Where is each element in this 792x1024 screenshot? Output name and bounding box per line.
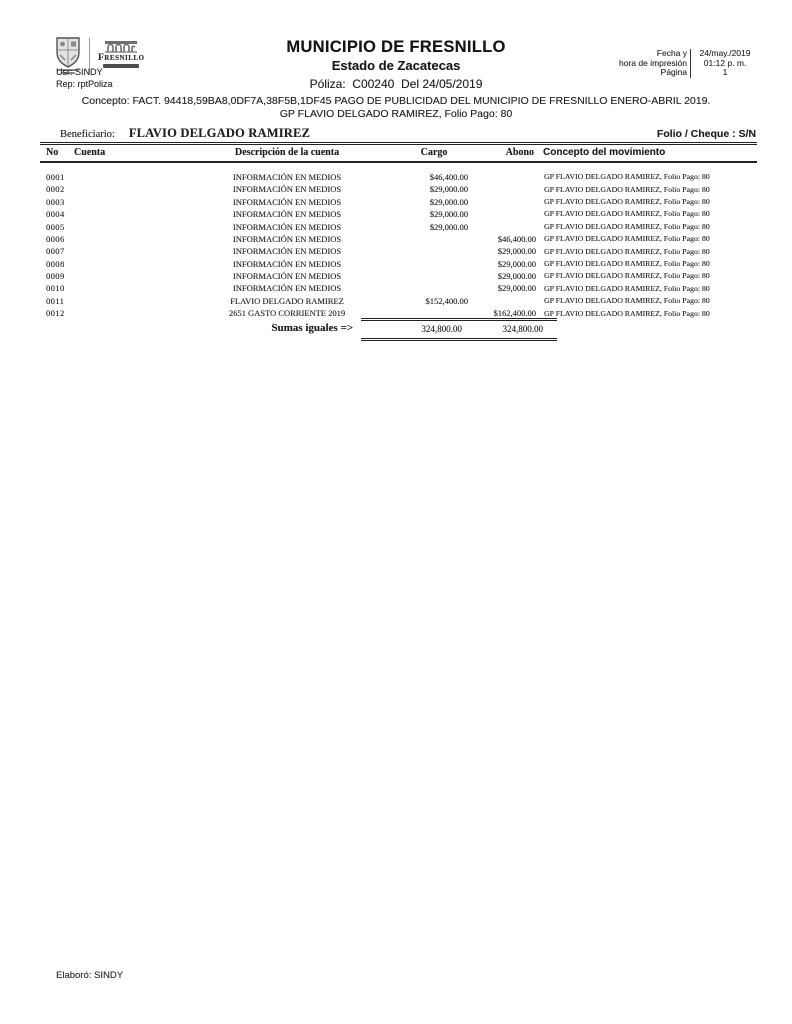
cell-no: 0005 (46, 221, 65, 232)
cell-abono: $162,400.00 (493, 308, 536, 319)
cell-cargo: $29,000.00 (429, 209, 468, 220)
cell-no: 0009 (46, 271, 65, 282)
cell-abono: $29,000.00 (497, 271, 536, 282)
pagina-label: Página (660, 67, 687, 77)
cell-descripcion: INFORMACIÓN EN MEDIOS (232, 283, 342, 294)
table-row (40, 208, 757, 220)
cell-cuenta (74, 270, 178, 282)
cell-cargo: $29,000.00 (429, 196, 468, 207)
cell-concepto: GP FLAVIO DELGADO RAMIREZ, Folio Pago: 80 (544, 246, 710, 256)
cell-no: 0011 (46, 295, 65, 306)
cell-cargo: $29,000.00 (429, 184, 468, 195)
cell-no: 0003 (46, 196, 65, 207)
cell-abono: $29,000.00 (497, 246, 536, 257)
fecha-label: Fecha y (656, 48, 687, 58)
print-info-values (690, 49, 756, 78)
table-row (40, 295, 757, 307)
cell-descripcion: INFORMACIÓN EN MEDIOS (232, 196, 342, 207)
col-header-descripcion: Descripción de la cuenta (178, 144, 396, 163)
concepto-block (0, 95, 792, 121)
table-row (40, 233, 757, 245)
user-label: Usr: SINDY (56, 67, 103, 77)
document-subtitle: Estado de Zacatecas (331, 58, 461, 73)
print-info-labels (619, 49, 687, 78)
document-title: MUNICIPIO DE FRESNILLO (286, 38, 506, 56)
cell-abono (472, 295, 538, 307)
cell-descripcion: INFORMACIÓN EN MEDIOS (232, 233, 342, 244)
cell-descripcion: INFORMACIÓN EN MEDIOS (232, 209, 342, 220)
cell-cuenta (74, 258, 178, 270)
cell-concepto: GP FLAVIO DELGADO RAMIREZ, Folio Pago: 80 (544, 172, 710, 182)
cell-cuenta (74, 233, 178, 245)
cell-descripcion: INFORMACIÓN EN MEDIOS (232, 184, 342, 195)
sumas-iguales-label: Sumas iguales => (271, 322, 353, 334)
cell-abono (472, 171, 538, 183)
table-row (40, 258, 757, 270)
col-header-concepto: Concepto del movimiento (538, 144, 757, 163)
table-row (40, 221, 757, 233)
folio-cheque: Folio / Cheque : S/N (656, 128, 756, 140)
cell-cargo: $29,000.00 (429, 221, 468, 232)
cell-no: 0002 (46, 184, 65, 195)
cell-no: 0004 (46, 209, 65, 220)
beneficiario-label: Beneficiario: (60, 129, 115, 140)
cell-cuenta (74, 283, 178, 295)
cell-abono (472, 183, 538, 195)
fresnillo-logo-text: Fresnillo (98, 53, 145, 63)
concepto-line1 (0, 95, 792, 108)
report-label: Rep: rptPoliza (56, 79, 113, 89)
cell-abono: $29,000.00 (497, 283, 536, 294)
beneficiario-name: FLAVIO DELGADO RAMIREZ (128, 126, 311, 140)
cell-cargo: $46,400.00 (429, 171, 468, 182)
cell-descripcion: INFORMACIÓN EN MEDIOS (232, 258, 342, 269)
cell-no: 0012 (46, 308, 65, 319)
cell-concepto: GP FLAVIO DELGADO RAMIREZ, Folio Pago: 80 (544, 296, 710, 306)
cell-concepto: GP FLAVIO DELGADO RAMIREZ, Folio Pago: 80 (544, 234, 710, 244)
movements-table (40, 142, 757, 320)
totals-row (40, 318, 757, 341)
cell-concepto: GP FLAVIO DELGADO RAMIREZ, Folio Pago: 80 (544, 197, 710, 207)
col-header-cargo: Cargo (396, 144, 472, 163)
cell-cuenta (74, 208, 178, 220)
beneficiario-row (60, 126, 756, 141)
concepto-label: Concepto: (81, 95, 130, 107)
cell-no: 0008 (46, 258, 65, 269)
concepto-line2: GP FLAVIO DELGADO RAMIREZ, Folio Pago: 80 (279, 108, 513, 120)
col-header-no: No (40, 144, 74, 163)
cell-no: 0010 (46, 283, 65, 294)
cell-concepto: GP FLAVIO DELGADO RAMIREZ, Folio Pago: 80 (544, 271, 710, 281)
table-row (40, 245, 757, 257)
movements-table-wrap (40, 142, 757, 320)
hora-value: 01:12 p. m. (703, 57, 747, 68)
cell-concepto: GP FLAVIO DELGADO RAMIREZ, Folio Pago: 80 (544, 308, 710, 318)
cell-cargo (396, 283, 472, 295)
total-cargo: 324,800.00 (421, 324, 462, 334)
cell-descripcion: INFORMACIÓN EN MEDIOS (232, 171, 342, 182)
fecha-value: 24/may./2019 (699, 48, 751, 58)
pagina-value: 1 (722, 67, 728, 77)
totals-amounts (361, 318, 557, 341)
cell-abono (472, 208, 538, 220)
cell-abono: $46,400.00 (497, 233, 536, 244)
cell-concepto: GP FLAVIO DELGADO RAMIREZ, Folio Pago: 80 (544, 259, 710, 269)
cell-concepto: GP FLAVIO DELGADO RAMIREZ, Folio Pago: 80 (544, 283, 710, 293)
col-header-abono: Abono (472, 144, 538, 163)
cell-cargo (396, 245, 472, 257)
table-spacer-row (40, 162, 757, 171)
cell-no: 0006 (46, 233, 65, 244)
cell-no: 0007 (46, 246, 65, 257)
print-info-block (619, 49, 756, 78)
cell-cuenta (74, 183, 178, 195)
hora-label: hora de impresión (618, 57, 687, 68)
cell-cargo: $152,400.00 (425, 295, 468, 306)
elaboro-footer: Elaboró: SINDY (56, 970, 124, 981)
cell-abono (472, 196, 538, 208)
table-row (40, 270, 757, 282)
cell-cargo (396, 233, 472, 245)
cell-cuenta (74, 221, 178, 233)
cell-cuenta (74, 295, 178, 307)
table-row (40, 283, 757, 295)
cell-descripcion: INFORMACIÓN EN MEDIOS (232, 271, 342, 282)
cell-cargo (396, 258, 472, 270)
cell-abono (472, 221, 538, 233)
cell-descripcion: 2651 GASTO CORRIENTE 2019 (228, 308, 346, 319)
cell-concepto: GP FLAVIO DELGADO RAMIREZ, Folio Pago: 80 (544, 184, 710, 194)
cell-descripcion: INFORMACIÓN EN MEDIOS (232, 246, 342, 257)
table-header-row (40, 144, 757, 163)
cell-descripcion: FLAVIO DELGADO RAMIREZ (230, 295, 344, 306)
table-row (40, 183, 757, 195)
cell-abono: $29,000.00 (497, 258, 536, 269)
cell-cuenta (74, 196, 178, 208)
cell-cuenta (74, 245, 178, 257)
table-row (40, 171, 757, 183)
cell-no: 0001 (46, 171, 65, 182)
cell-cuenta (74, 171, 178, 183)
col-header-cuenta: Cuenta (74, 144, 178, 163)
cell-cargo (396, 270, 472, 282)
total-abono: 324,800.00 (502, 324, 543, 334)
poliza-number-line: Póliza: C00240 Del 24/05/2019 (309, 77, 483, 91)
cell-concepto: GP FLAVIO DELGADO RAMIREZ, Folio Pago: 80 (544, 209, 710, 219)
table-row (40, 196, 757, 208)
cell-descripcion: INFORMACIÓN EN MEDIOS (232, 221, 342, 232)
concepto-text: FACT. 94418,59BA8,0DF7A,38F5B,1DF45 PAGO DE PUBLICIDAD DEL MUNICIPIO DE FRESNILLO ENERO-ABRIL 2019. (132, 95, 711, 107)
cell-concepto: GP FLAVIO DELGADO RAMIREZ, Folio Pago: 80 (544, 221, 710, 231)
